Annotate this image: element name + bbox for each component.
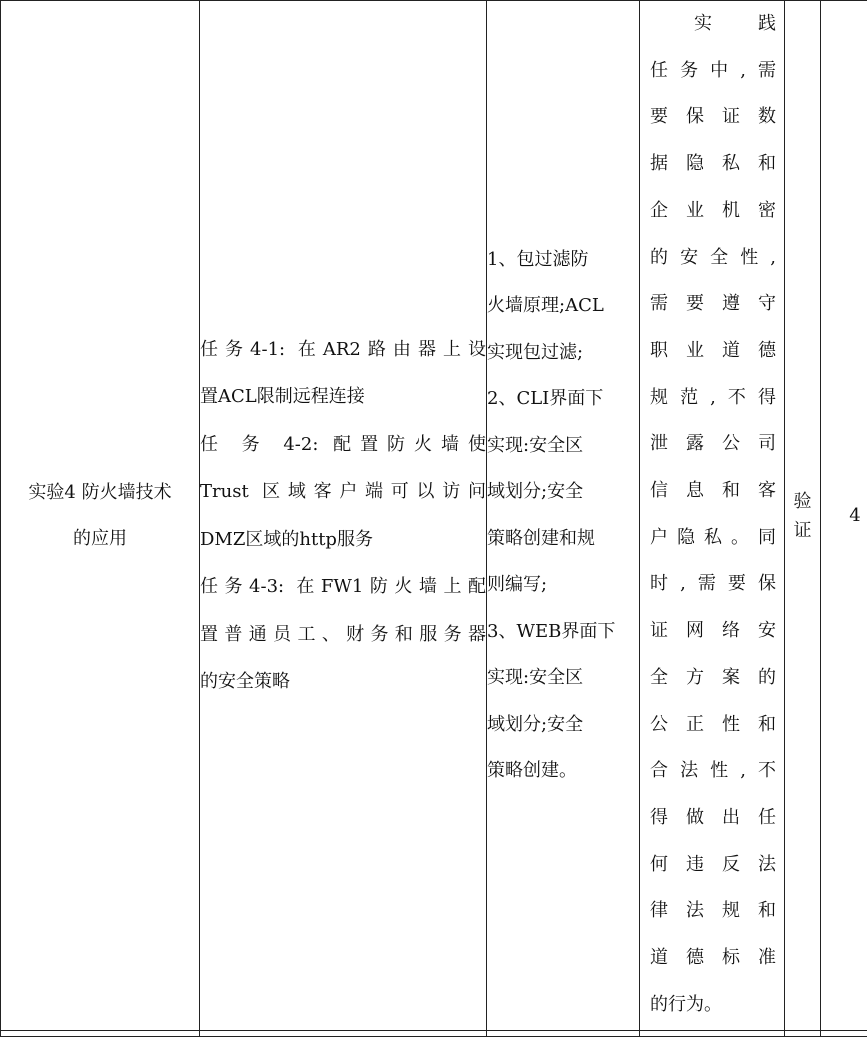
knowledge-line: 策略创建。 <box>487 748 639 795</box>
class-hours-value: 4 <box>849 505 860 526</box>
experiment-name-cell <box>1 1 200 1031</box>
knowledge-line: 火墙原理;ACL <box>487 283 639 330</box>
knowledge-line: 域划分;安全 <box>487 469 639 516</box>
class-hours-cell <box>821 1 867 1031</box>
ideology-line: 的行为。 <box>650 982 776 1029</box>
ideology-line: 需要遵守 <box>650 281 776 328</box>
ideology-line: 要保证数 <box>650 94 776 141</box>
ideology-line: 任务中,需 <box>650 48 776 95</box>
knowledge-line: 实现包过滤; <box>487 330 639 377</box>
experiment-name-line: 的应用 <box>73 528 127 549</box>
task-line: 的安全策略 <box>200 658 486 706</box>
ideology-line: 的安全性, <box>650 235 776 282</box>
task-line: DMZ区域的http服务 <box>200 516 486 564</box>
ideology-line: 时,需要保 <box>650 561 776 608</box>
experiment-name-line: 实验4 防火墙技术 <box>28 482 171 503</box>
ideology-line: 据隐私和 <box>650 141 776 188</box>
ideology-line: 合法性,不 <box>650 748 776 795</box>
knowledge-line: 实现:安全区 <box>487 423 639 470</box>
task-line: 任务4-1: 在AR2路由器上设 <box>200 326 486 374</box>
task-content-cell <box>200 1 487 1031</box>
knowledge-points-cell <box>487 1 640 1031</box>
ideology-line: 户隐私。同 <box>650 515 776 562</box>
ideology-line: 得做出任 <box>650 795 776 842</box>
task-line: Trust 区域客户端可以访问 <box>200 468 486 516</box>
ideology-line: 证网络安 <box>650 608 776 655</box>
table-row <box>1 1 867 1031</box>
task-line: 置ACL限制远程连接 <box>200 373 486 421</box>
ideology-line: 泄露公司 <box>650 421 776 468</box>
ideology-line: 规范,不得 <box>650 375 776 422</box>
task-line: 置普通员工、财务和服务器 <box>200 611 486 659</box>
knowledge-line: 1、包过滤防 <box>487 237 639 284</box>
knowledge-line: 3、WEB界面下 <box>487 609 639 656</box>
ideology-line: 信息和客 <box>650 468 776 515</box>
knowledge-line: 2、CLI界面下 <box>487 376 639 423</box>
task-line: 任 务 4-2: 配置防火墙使 <box>200 421 486 469</box>
ideology-line: 何违反法 <box>650 842 776 889</box>
task-line: 任务4-3: 在FW1防火墙上配 <box>200 563 486 611</box>
experiment-type-line: 证 <box>794 520 812 541</box>
knowledge-line: 策略创建和规 <box>487 516 639 563</box>
ideology-element-cell <box>640 1 785 1031</box>
ideology-line: 全方案的 <box>650 655 776 702</box>
experiment-type-cell <box>785 1 821 1031</box>
ideology-line: 职业道德 <box>650 328 776 375</box>
ideology-line: 实践 <box>650 1 776 48</box>
knowledge-line: 实现:安全区 <box>487 655 639 702</box>
knowledge-line: 域划分;安全 <box>487 702 639 749</box>
knowledge-line: 则编写; <box>487 562 639 609</box>
experiment-type-line: 验 <box>794 491 812 512</box>
ideology-line: 公正性和 <box>650 702 776 749</box>
ideology-line: 律法规和 <box>650 888 776 935</box>
ideology-line: 道德标准 <box>650 935 776 982</box>
ideology-line: 企业机密 <box>650 188 776 235</box>
